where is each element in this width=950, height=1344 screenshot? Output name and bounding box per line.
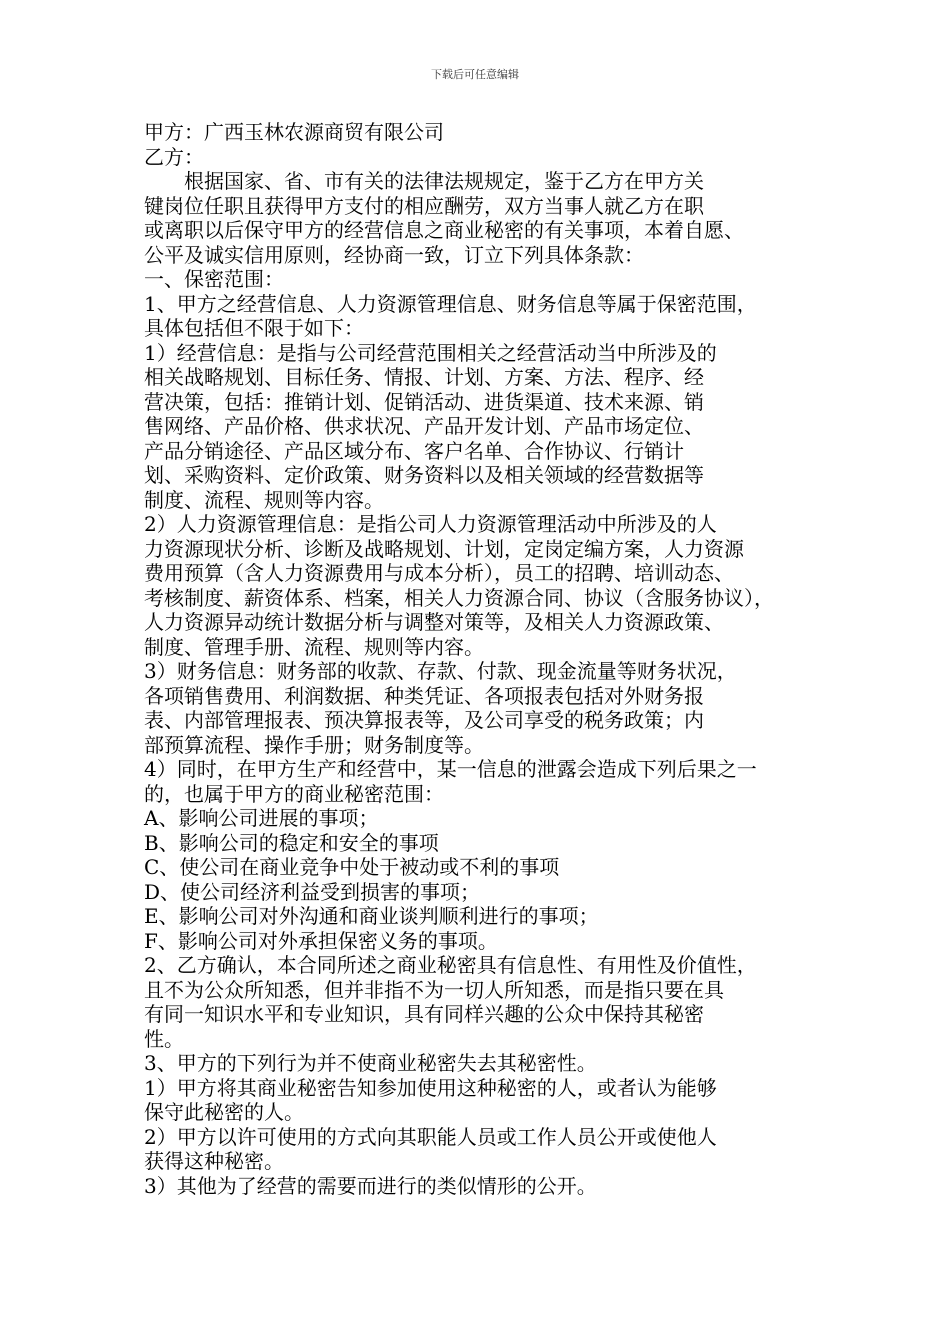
text-line: 公平及诚实信用原则，经协商一致，订立下列具体条款：	[144, 242, 644, 267]
text-line: 1）经营信息：是指与公司经营范围相关之经营活动当中所涉及的	[144, 340, 717, 365]
text-line: 保守此秘密的人。	[144, 1100, 304, 1124]
text-line: 性。	[144, 1026, 184, 1051]
text-line: 相关战略规划、目标任务、情报、计划、方案、方法、程序、经	[144, 365, 704, 389]
text-line: 根据国家、省、市有关的法律法规规定，鉴于乙方在甲方关	[144, 169, 704, 193]
document-body	[144, 120, 824, 1198]
list-item: B、影响公司的稳定和安全的事项	[144, 830, 439, 855]
list-item: F、影响公司对外承担保密义务的事项。	[144, 928, 498, 953]
text-line: 表、内部管理报表、预决算报表等，及公司享受的税务政策；内	[144, 708, 704, 732]
text-line: 具体包括但不限于如下：	[144, 316, 364, 340]
section-heading: 一、保密范围：	[144, 267, 284, 291]
text-line: 2、乙方确认，本合同所述之商业秘密具有信息性、有用性及价值性，	[144, 953, 757, 977]
text-line: 3、甲方的下列行为并不使商业秘密失去其秘密性。	[144, 1051, 597, 1075]
text-line: 售网络、产品价格、供求状况、产品开发计划、产品市场定位、	[144, 414, 704, 438]
text-line: 的，也属于甲方的商业秘密范围：	[144, 781, 444, 806]
text-line: 键岗位任职且获得甲方支付的相应酬劳，双方当事人就乙方在职	[144, 193, 704, 218]
list-item: D、使公司经济利益受到损害的事项；	[144, 879, 481, 904]
text-line: 3）财务信息：财务部的收款、存款、付款、现金流量等财务状况，	[144, 659, 737, 683]
list-item: C、使公司在商业竞争中处于被动或不利的事项	[144, 855, 560, 879]
text-line: 2）甲方以许可使用的方式向其职能人员或工作人员公开或使他人	[144, 1124, 717, 1149]
text-line: 3）其他为了经营的需要而进行的类似情形的公开。	[144, 1173, 597, 1198]
text-line: 力资源现状分析、诊断及战略规划、计划，定岗定编方案，人力资源	[144, 536, 744, 561]
text-line: 部预算流程、操作手册；财务制度等。	[144, 732, 484, 757]
text-line: 有同一知识水平和专业知识，具有同样兴趣的公众中保持其秘密	[144, 1002, 704, 1026]
party-a-line: 甲方：广西玉林农源商贸有限公司	[144, 120, 444, 144]
text-line: 费用预算（含人力资源费用与成本分析），员工的招聘、培训动态、	[144, 561, 734, 585]
text-line: 制度、流程、规则等内容。	[144, 487, 384, 512]
text-line: 且不为公众所知悉，但并非指不为一切人所知悉，而是指只要在具	[144, 977, 724, 1002]
text-line: 1、甲方之经营信息、人力资源管理信息、财务信息等属于保密范围，	[144, 291, 757, 316]
text-line: 1）甲方将其商业秘密告知参加使用这种秘密的人，或者认为能够	[144, 1075, 717, 1100]
text-line: 制度、管理手册、流程、规则等内容。	[144, 634, 484, 659]
text-line: 营决策，包括：推销计划、促销活动、进货渠道、技术来源、销	[144, 389, 704, 414]
text-line: 或离职以后保守甲方的经营信息之商业秘密的有关事项，本着自愿、	[144, 218, 744, 242]
list-item: E、影响公司对外沟通和商业谈判顺利进行的事项；	[144, 904, 599, 928]
text-line: 人力资源异动统计数据分析与调整对策等，及相关人力资源政策、	[144, 610, 724, 634]
list-item: A、影响公司进展的事项；	[144, 806, 379, 830]
text-line: 4）同时，在甲方生产和经营中，某一信息的泄露会造成下列后果之一	[144, 757, 757, 781]
page-header-note: 下载后可任意编辑	[431, 68, 519, 81]
text-line: 划、采购资料、定价政策、财务资料以及相关领域的经营数据等	[144, 463, 704, 487]
text-line: 获得这种秘密。	[144, 1149, 284, 1173]
text-line: 各项销售费用、利润数据、种类凭证、各项报表包括对外财务报	[144, 683, 704, 708]
text-line: 2）人力资源管理信息：是指公司人力资源管理活动中所涉及的人	[144, 512, 717, 536]
party-b-line: 乙方：	[144, 144, 204, 169]
text-line: 考核制度、薪资体系、档案，相关人力资源合同、协议（含服务协议），	[144, 585, 774, 610]
text-line: 产品分销途径、产品区域分布、客户名单、合作协议、行销计	[144, 438, 684, 463]
